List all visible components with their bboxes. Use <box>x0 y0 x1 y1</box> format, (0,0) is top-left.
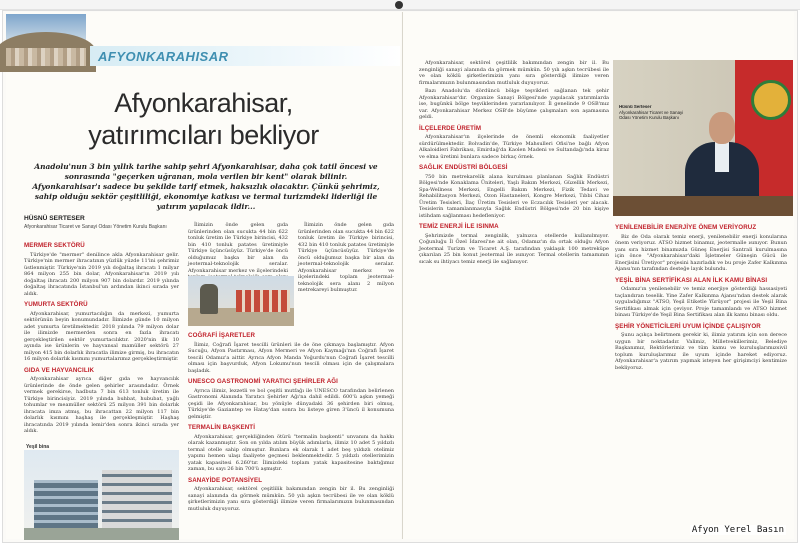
column-1 <box>24 238 179 445</box>
body-sucuk: İlimizin önde gelen gıda ürünlerinden olan sucukta 44 bin 622 tonluk üretim ile Türkiye birincisi, 432 bin 410 tonluk patates üretimiyle Türkiye üçüncüsüyüz. Türkiye'de öncü olduğumuz başka bir alan da jeotermal-teknolojik seralar. Afyonkarahisar merkez ve ilçelerindeki <box>188 222 288 274</box>
body-cografi: İlimiz, Coğrafi İşaret tescilli ürünleri ile de öne çıkmaya başlamıştır. Afyon Sucuğu, Afyon Pastırması, Afyon Mermeri ve Afyon Kaymağı'nın Coğrafi İşaret tescili Odamız'a aittir. Ayrıca Afyon Manda Yoğurdu'nun Coğrafi İşaret tescilli olması için başvurduk, Afyon Lokumu'nun tescili olması için de çalışmalara başladık. <box>188 341 394 374</box>
heading-ilceler: İLÇELERDE ÜRETİM <box>419 124 482 132</box>
column-5 <box>615 220 787 536</box>
column-2-bottom <box>188 328 394 534</box>
body-mermer: Türkiye'de "mermer" denilince akla Afyonkarahisar gelir. Türkiye'nin mermer ihracatının yüzlük yüzde 11'ini şehrimiz üstlenmiştir. Türkiye'nin 2019 yılı doğaltaş ihracatı 1 milyar 864 milyon 255 bin dolar, Afyonkarahisar'ın 2019 yılı doğaltaş ihracatı 200 milyon 907 bin dolardır. 2019 yılında doğaltaş ihracatında İstanbul'un ardından ikinci sırada yer aldık. <box>24 251 179 297</box>
body-temiz: Şehrimizde termal zenginlik, yalnızca otellerde kullanılmıyor. Çoğunluğu İl Özel İdaresi'ne ait olan, Odamız'ın da ortak olduğu Afyon Jeotermal Turizm ve Ticaret A.Ş. tarafından yaklaşık 100 metreküpe çıkarılan 25 bin konut jeotermal ile ısınıyor. Termal otellerin tamamının sıcak su ihtiyacı temiz enerji ile sağlanıyor. <box>419 232 609 265</box>
body-gida: Afyonkarahisar ayrıca diğer gıda ve hayvancılık ürünlerinde de önde gelen şehirler arasındadır. Örnek vermek gerekirse, hadbuta 7 bin 613 tonluk üretim ile Türkiye birincisiyiz. 2019 yılında buhbat, hububat, yağlı tohumlar ve meamüller sektörü 25 milyon 391 bin dolarlık ihracata imza atmış, bu ihracattan 22 milyon 117 bin dolarlık kısmını haşhaş ile gerçekleşmiştir. Haşhaş ihracatında 2019 yılında lemir'den sonra ikinci sırada yer aldık. <box>24 376 179 434</box>
heading-sanayide: SANAYİDE POTANSİYEL <box>188 476 263 484</box>
body-oiz: Bazı Anadolu'da dördüncü bölge teşvikleri sağlanan tek şehir Afyonkarahisar'dır. Organize Sanayi Bölgesi'nde yapılacak yatırımlarda ise, bugünkü bölge teşviklerinden yararlanılıyor. İl genelinde 9 OSB'mız var. Afyonkarahisar Merkez OSB'de büyüme çalışmaları son aşamasına geldi. <box>419 88 609 120</box>
heading-yumurta: YUMURTA SEKTÖRÜ <box>24 301 88 308</box>
section-title: AFYONKARAHISAR <box>98 49 229 64</box>
portrait-role: Afyonkarahisar Ticaret ve Sanayi Odası Yönetim Kurulu Başkanı <box>619 109 684 120</box>
heading-termal: TERMALİN BAŞKENTİ <box>188 424 256 431</box>
portrait-name: Hüsnü Serteser <box>619 104 652 109</box>
body-yumurta: Afyonkarahisar, yumurtacılığın da merkezi, yumurta sektörünün beyin konumundadır. İlimizde günde 10 milyon adet yumurta üretilmektedir. 2018 yılında 79 milyon dolar ile ilimizde mermerden sonra en fazla ihracatı gerçekleştirilen sektör yumurtacılıktır. 2020'nin ilk 10 ayında ise ürünlerin ve hayvansal mamüller sektörü 27 milyon 415 bin dolarlık ihracatla ilimize girmiş, bu ihracatın 16 milyon dolarlık kısmını yumurtalarımız gerçekleştirmiştir. <box>24 310 179 362</box>
body-yenilenebilir: Biz de Oda olarak temiz enerji, yenilenebilir enerji konularına önem veriyoruz. ATSO hizmet binamız, jeotermalle ısınıyor. Bunun yanı sıra hizmet binamızda Güneş Enerjisi Santrali kurulmasına için önce "Afyonkarahisar'daki İşletmeler Güneşin Gücü ile Enerjisini Üretiyor" projesini hazırladık ve bu proje Zafer Kalkınma Ajansı'nın tarafından desteğe layık bulundu. <box>615 233 787 272</box>
body-saglik: 750 bin metrekarelik alana kurulması planlanan Sağlık Endüstri Bölgesi'nde Konaklama Üniteleri, Yaşlı Bakım Merkezi, Güzellik Merkezi, Spa-Wellness Merkezi, Engelli Bakım Merkezi, Fizik Tedavi ve Rehabilitasyon Merkezi, Ozon Hastaneleri, Kongre Merkezi, Tıbbi Cihaz Üretim Tesisleri, İlaç Üretim Tesisleri ve Eczacılık Tesisleri yer alacak. Tesislerin tamamlanmasıyla Sağlık Endüstri Bölgesi'nde 20 bin kişiye istihdam sağlanması hedefleniyor. <box>419 173 609 219</box>
heading-cografi: COĞRAFİ İŞARETLER <box>188 332 256 339</box>
watermark-label: Afyon Yerel Basın <box>691 525 784 535</box>
chairman-portrait <box>613 60 793 216</box>
monument-photo <box>188 276 294 326</box>
article-title-line2: yatırımcıları bekliyor <box>88 120 319 150</box>
heading-yenilenebilir: YENİLENEBİLİR ENERJİYE ÖNEM VERİYORUZ <box>615 224 757 231</box>
city-photo <box>6 14 86 66</box>
heading-sehir: ŞEHİR YÖNETİCİLERİ UYUM İÇİNDE ÇALIŞIYOR <box>615 322 761 330</box>
column-4 <box>419 60 609 536</box>
body-sanayide-cont: Afyonkarahisar, sektörel çeşitlilik bakımından zengin bir il. Bu zenginliği sanayi alanında da görmek mümkün. 50 yılı aşkın tecrübesi ile ve olan köklü şirketlerimizin yanı sıra gösterdiği ilimize veren firmalarımızın bulunmasından mutluluk duyuyoruz. <box>419 60 609 86</box>
center-marker-icon <box>395 1 403 9</box>
body-ilceler: Afyonkarahisar'ın ilçelerinde de önemli ekonomik faaliyetler sürdürülmektedir. Bolvadin'de, Türkiye Mahsulleri Ofisi'ne bağlı Afyon Alkaloidleri Fabrikası, Emirdağ'da Kaolen Madeni ve Sultandağı'nda kiraz ve elma üretimi bunlara sadece birkaç örnek. <box>419 134 609 160</box>
heading-saglik: SAĞLIK ENDÜSTRİ BÖLGESİ <box>419 164 508 171</box>
body-sanayide: Afyonkarahisar, sektörel çeşitlilik bakımından zengin bir il. Bu zenginliği sanayi alanında da görmek mümkün. 50 yılı aşkın tecrübesi ile ve olan köklü şirketlerimizin yanı sıra gösterdiği ilimize veren firmalarımızın bulunmasından mutluluk duyuyoruz. <box>188 486 394 512</box>
left-page <box>6 12 401 539</box>
body-sehir: Şunu açıkça belirtmem gerekir ki, ilimiz yatırım için son derece uygun bir noktadadır. Valimiz, Milletvekillerimiz, Belediye Başkanımız, Rektörlerimiz ve tüm kamu ve kuruluşlarımızsivil toplum kuruluşlarımız ile uyum içinde hareket ediyoruz. Afyonkarahisar'a yatırım yapmak isteyen her girişimciyi kentimize bekliyoruz. <box>615 332 787 371</box>
heading-yesil: YEŞİL BİNA SERTİFİKASI ALAN İLK KAMU BİNASI <box>615 276 768 284</box>
right-page <box>402 12 794 539</box>
author-role: Afyonkarahisar Ticaret ve Sanayi Odası Yönetim Kurulu Başkanı <box>24 224 167 230</box>
heading-gida: GIDA VE HAYVANCILIK <box>24 366 95 374</box>
body-yesil: Odamız'ın yenilenebilir ve temiz enerjiye gösterdiği hassasiyeti taçlandıran teselik. Yine Zafer Kalkınma Ajansı'ndan destek alarak uyguladığımız "ATSO, Yeşil Etiketle Yürüyor" projesi ile Yeşil Bina Sertifikası almak için çeviyor. Proje tamamlandı ve ATSO hizmet binası Türkiye'de Yeşil Bina Sertifikası alan ilk kamu binası oldu. <box>615 286 787 318</box>
heading-mermer: MERMER SEKTÖRÜ <box>24 242 85 249</box>
author-name: HÜSNÜ SERTESER <box>24 215 85 222</box>
column-2-top <box>188 222 288 272</box>
article-title-line1: Afyonkarahisar, <box>114 88 293 118</box>
heading-unesco: UNESCO GASTRONOMİ YARATICI ŞEHİRLER AĞI <box>188 378 339 385</box>
chamber-emblem-icon <box>751 80 791 120</box>
body-termal: Afyonkarahisar, gerçekliğinden ötürü "termalin başkenti" unvanını da hakkı olarak kazanmıştır. Son on yılda atılım büyük adımlarla, ilimiz 10 adet 5 yıldızlı termal otelle sahip olmuştur. Bunlara ek olarak 1 adet beş yıldızlı otelimiz yapımı hemen ulaşı faaliyete geçmesi beklenmektedir. 5 yıldızlı otellerimizin yatak kapasitesi 6.260'tır. İlimizdeki toplam yatak kapasitesine baktığımız zaman, bu sayı 26 bin 700'ü aşmıştır. <box>188 433 394 472</box>
heading-temiz: TEMİZ ENERJİ İLE ISINMA <box>419 223 499 230</box>
article-lead: Anadolu'nun 3 bin yıllık tarihe sahip şehri Afyonkarahisar, daha çok tatil öncesi ve sonrasında "geçerken uğranan, mola verilen bir kent" olarak bilinir. Afyonkarahisar'ı sadece bu şekilde tarif etmek, haksızlık olacaktır. Çünkü şehrimiz, sahip olduğu sektör çeşitliliği, ekonomiye katkısı ve termal turizmdeki liderliği ile yatırım yapılacak ildir... <box>32 162 380 211</box>
green-building-photo <box>24 450 179 540</box>
photo-caption: Yeşil bina <box>26 444 50 450</box>
portrait-caption <box>619 104 689 121</box>
column-3-top <box>298 222 394 327</box>
viewer-toolbar <box>0 0 800 10</box>
body-unesco: Ayrıca ilimiz, lezzetli ve bol çeşitli mutfağı ile UNESCO tarafından belirlenen Gastronomi Alanında Yaratıcı Şehirler Ağı'na dahil edildi. 600'ü aşkın yemeği çeşidi ile Afyonkarahisar, bu yönüyle dünyadaki 36 şehirden biri olmuş, Türkiye'de Gaziantep ve Hatay'dan sonra bu listeye giren 3'üncü il konumuna gelmiştir. <box>188 387 394 420</box>
body-sera: İlimizin önde gelen gıda ürünlerinden olan sucukta 44 bin 622 tonluk üretim ile Türkiye birincisi, 432 bin 410 tonluk patates üretimiyle Türkiye üçüncüsüyüz. Türkiye'de öncü olduğumuz başka bir alan da jeotermal-teknolojik seralar. Afyonkarahisar merkez ve ilçelerindeki toplam jeotermal-teknolojik sera alanı 2 milyon metrekareyi bulmuştur. <box>298 222 394 293</box>
